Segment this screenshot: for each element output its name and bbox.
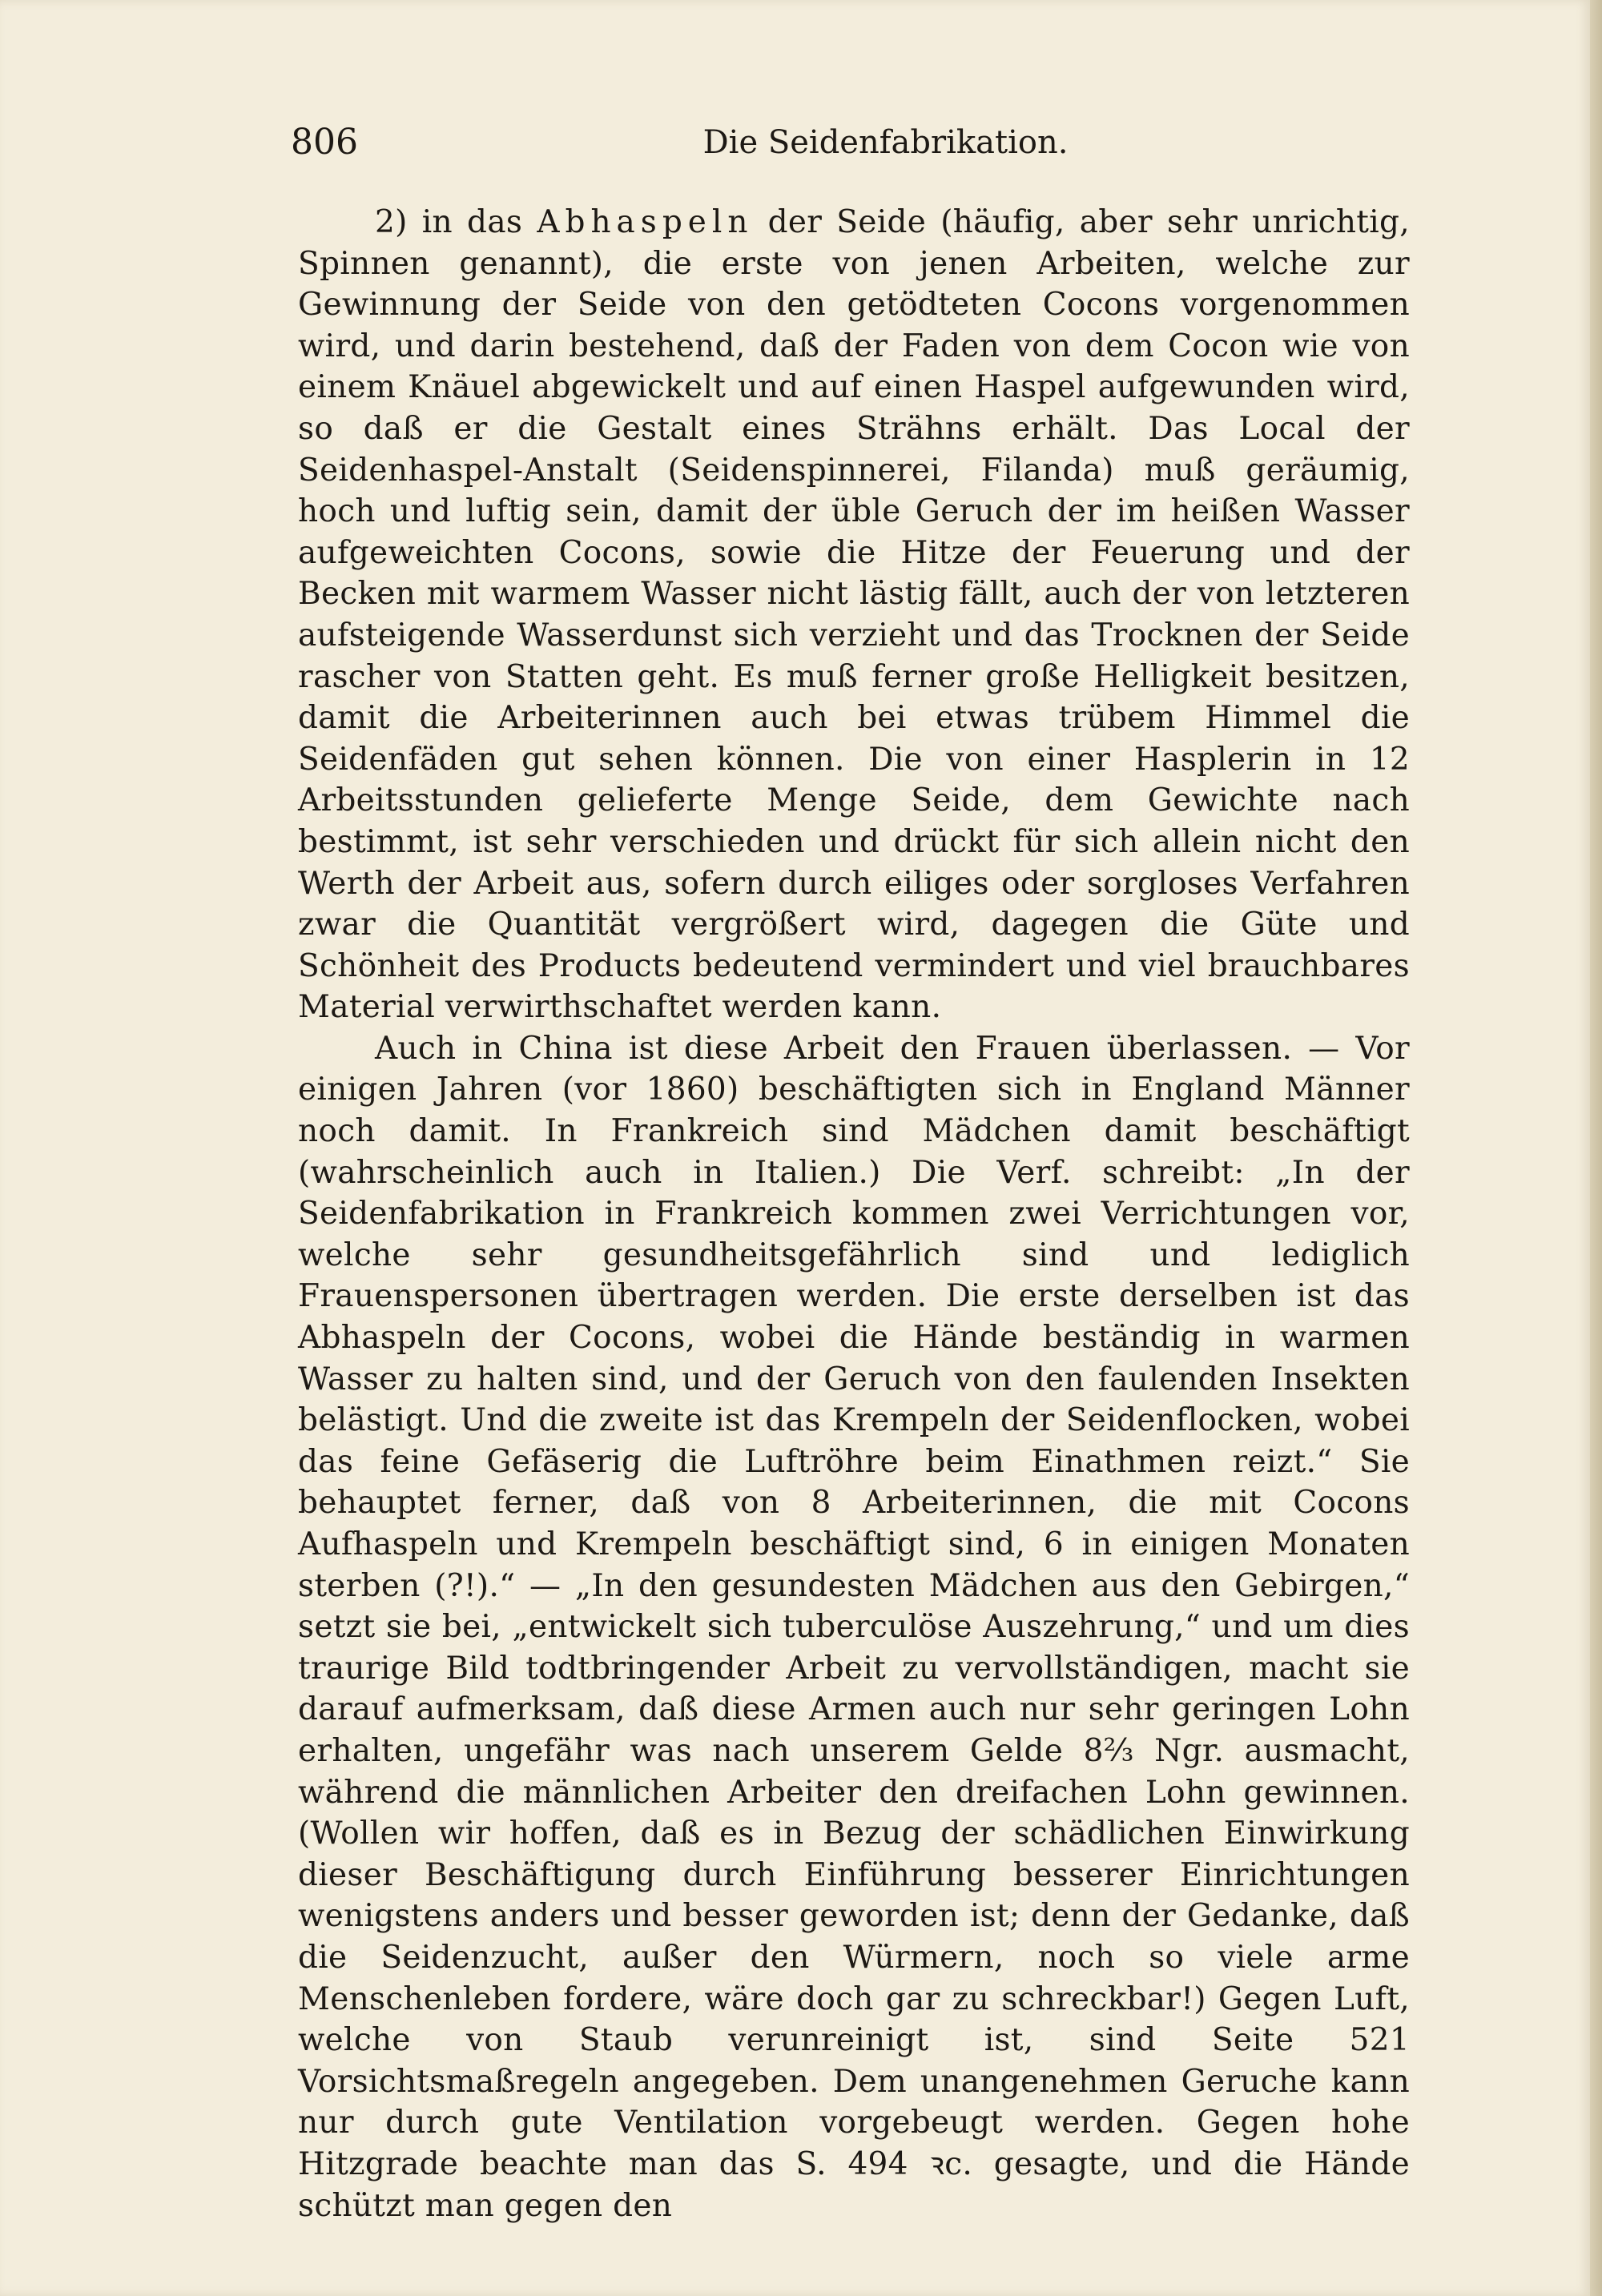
page-number: 806: [291, 122, 358, 163]
paragraph-text: der Seide (häufig, aber sehr unrichtig, Spinnen genannt), die erste von jenen Arbeiten, welche zur Gewinnung der Seide von den getödteten Cocons vorgenommen wird, und darin bestehend, daß der Faden von dem Cocon wie von einem Knäuel abgewickelt und auf einen Haspel aufgewunden wird, so daß er die Gestalt eines Strähns erhält. Das Local der Seidenhaspel-Anstalt (Seidenspinnerei, Filanda) muß geräumig, hoch und luftig sein, damit der üble Geruch der im heißen Wasser aufgeweichten Cocons, sowie die Hitze der Feuerung und der Becken mit warmem Wasser nicht lästig fällt, auch der von letzteren aufsteigende Wasserdunst sich verzieht und das Trocknen der Seide rascher von Statten geht. Es muß ferner große Helligkeit besitzen, damit die Arbeiterinnen auch bei etwas trübem Himmel die Seidenfäden gut sehen können. Die von einer Hasplerin in 12 Arbeitsstunden gelieferte Menge Seide, dem Gewichte nach bestimmt, ist sehr verschieden und drückt für sich allein nicht den Werth der Arbeit aus, sofern durch eiliges oder sorgloses Verfahren zwar die Quantität vergrößert wird, dagegen die Güte und Schönheit des Products bedeutend vermindert und viel brauchbares Material verwirthschaftet werden kann.: [298, 204, 1410, 1026]
emphasized-term: Abhaspeln: [537, 204, 754, 240]
paragraph: [298, 1028, 1410, 2226]
body-text: [298, 202, 1410, 2226]
page-header: [291, 120, 1408, 165]
paragraph-lead: 2) in das: [375, 204, 537, 240]
paragraph: [298, 202, 1410, 1028]
page-edge: [1590, 0, 1602, 2296]
running-title: Die Seidenfabrikation.: [702, 124, 1069, 161]
paragraph-text: Auch in China ist diese Arbeit den Frauen überlassen. — Vor einigen Jahren (vor 1860) beschäftigten sich in England Männer noch damit. In Frankreich sind Mädchen damit beschäftigt (wahrscheinlich auch in Italien.) Die Verf. schreibt: „In der Seidenfabrikation in Frankreich kommen zwei Verrichtungen vor, welche sehr gesundheitsgefährlich sind und lediglich Frauenspersonen übertragen werden. Die erste derselben ist das Abhaspeln der Cocons, wobei die Hände beständig in warmen Wasser zu halten sind, und der Geruch von den faulenden Insekten belästigt. Und die zweite ist das Krempeln der Seidenflocken, wobei das feine Gefäserig die Luftröhre beim Einathmen reizt.“ Sie behauptet ferner, daß von 8 Arbeiterinnen, die mit Cocons Aufhaspeln und Krempeln beschäftigt sind, 6 in einigen Monaten sterben (?!).“ — „In den gesundesten Mädchen aus den Gebirgen,“ setzt sie bei, „entwickelt sich tuberculöse Auszehrung,“ und um dies traurige Bild todtbringender Arbeit zu vervollständigen, macht sie darauf aufmerksam, daß diese Armen auch nur sehr geringen Lohn erhalten, ungefähr was nach unserem Gelde 8⅔ Ngr. ausmacht, während die männlichen Arbeiter den dreifachen Lohn gewinnen. (Wollen wir hoffen, daß es in Bezug der schädlichen Einwirkung dieser Beschäftigung durch Einführung besserer Einrichtungen wenigstens anders und besser geworden ist; denn der Gedanke, daß die Seidenzucht, außer den Würmern, noch so viele arme Menschenleben fordere, wäre doch gar zu schreckbar!) Gegen Luft, welche von Staub verunreinigt ist, sind Seite 521 Vorsichtsmaßregeln angegeben. Dem unangenehmen Geruche kann nur durch gute Ventilation vorgebeugt werden. Gegen hohe Hitzgrade beachte man das S. 494 ꝛc. gesagte, und die Hände schützt man gegen den: [298, 1030, 1410, 2224]
